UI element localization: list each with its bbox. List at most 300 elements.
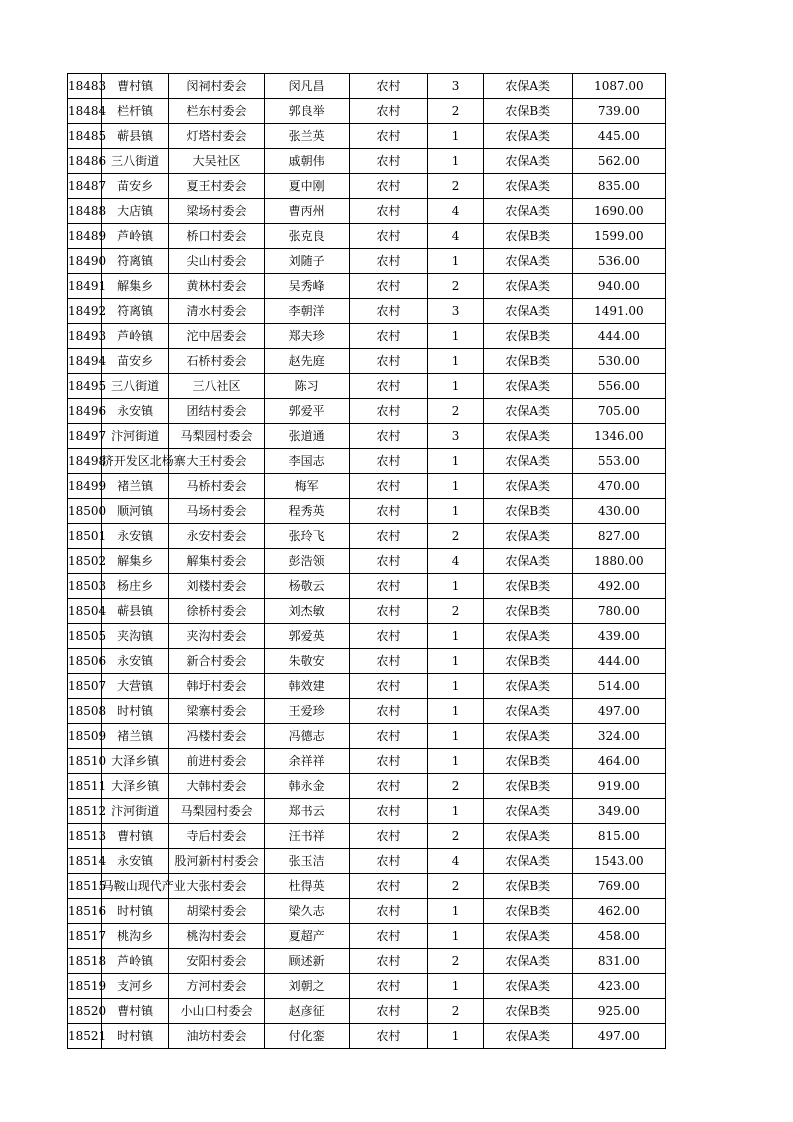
member-count-cell: 2 — [428, 874, 483, 899]
amount-cell: 705.00 — [572, 399, 665, 424]
member-count-cell: 2 — [428, 174, 483, 199]
household-type-cell: 农村 — [349, 874, 428, 899]
table-row — [68, 949, 666, 974]
insurance-class-cell: 农保A类 — [483, 174, 572, 199]
table-row — [68, 74, 666, 99]
insurance-class-cell: 农保A类 — [483, 624, 572, 649]
insurance-class-cell: 农保B类 — [483, 899, 572, 924]
name-cell: 汪书祥 — [264, 824, 349, 849]
name-cell: 张克良 — [264, 224, 349, 249]
member-count-cell: 4 — [428, 199, 483, 224]
record-id-cell: 18516 — [68, 899, 102, 924]
record-id-cell: 18488 — [68, 199, 102, 224]
amount-cell: 831.00 — [572, 949, 665, 974]
household-type-cell: 农村 — [349, 974, 428, 999]
household-type-cell: 农村 — [349, 349, 428, 374]
member-count-cell: 1 — [428, 574, 483, 599]
amount-cell: 940.00 — [572, 274, 665, 299]
amount-cell: 1543.00 — [572, 849, 665, 874]
record-id-cell: 18499 — [68, 474, 102, 499]
household-type-cell: 农村 — [349, 424, 428, 449]
insurance-class-cell: 农保A类 — [483, 274, 572, 299]
table-row — [68, 399, 666, 424]
record-id-cell: 18494 — [68, 349, 102, 374]
name-cell: 刘朝之 — [264, 974, 349, 999]
record-id-cell: 18492 — [68, 299, 102, 324]
table-row — [68, 374, 666, 399]
amount-cell: 497.00 — [572, 699, 665, 724]
member-count-cell: 4 — [428, 849, 483, 874]
name-cell: 梅军 — [264, 474, 349, 499]
amount-cell: 464.00 — [572, 749, 665, 774]
village-committee-cell: 冯楼村委会 — [169, 724, 264, 749]
table-row — [68, 599, 666, 624]
household-type-cell: 农村 — [349, 249, 428, 274]
township-cell: 永安镇 — [101, 524, 169, 549]
household-type-cell: 农村 — [349, 99, 428, 124]
village-committee-cell: 马场村委会 — [169, 499, 264, 524]
name-cell: 朱敬安 — [264, 649, 349, 674]
table-row — [68, 324, 666, 349]
record-id-cell: 18501 — [68, 524, 102, 549]
township-cell: 褚兰镇 — [101, 724, 169, 749]
member-count-cell: 1 — [428, 249, 483, 274]
household-type-cell: 农村 — [349, 299, 428, 324]
member-count-cell: 2 — [428, 599, 483, 624]
household-type-cell: 农村 — [349, 799, 428, 824]
record-id-cell: 18509 — [68, 724, 102, 749]
name-cell: 夏超产 — [264, 924, 349, 949]
township-cell: 时村镇 — [101, 699, 169, 724]
township-cell: 符离镇 — [101, 299, 169, 324]
name-cell: 韩永金 — [264, 774, 349, 799]
member-count-cell: 2 — [428, 949, 483, 974]
township-cell: 三八街道 — [101, 149, 169, 174]
township-cell: 汴河街道 — [101, 799, 169, 824]
village-committee-cell: 大张村委会 — [169, 874, 264, 899]
amount-cell: 462.00 — [572, 899, 665, 924]
insurance-class-cell: 农保A类 — [483, 1024, 572, 1049]
member-count-cell: 1 — [428, 374, 483, 399]
member-count-cell: 4 — [428, 224, 483, 249]
amount-cell: 324.00 — [572, 724, 665, 749]
household-type-cell: 农村 — [349, 174, 428, 199]
table-row — [68, 624, 666, 649]
amount-cell: 1880.00 — [572, 549, 665, 574]
member-count-cell: 1 — [428, 699, 483, 724]
township-cell: 支河乡 — [101, 974, 169, 999]
table-row — [68, 899, 666, 924]
household-type-cell: 农村 — [349, 199, 428, 224]
member-count-cell: 1 — [428, 674, 483, 699]
township-cell: 曹村镇 — [101, 74, 169, 99]
member-count-cell: 2 — [428, 774, 483, 799]
village-committee-cell: 永安村委会 — [169, 524, 264, 549]
insurance-class-cell: 农保A类 — [483, 424, 572, 449]
table-row — [68, 199, 666, 224]
insurance-class-cell: 农保A类 — [483, 124, 572, 149]
village-committee-cell: 梁寨村委会 — [169, 699, 264, 724]
member-count-cell: 2 — [428, 99, 483, 124]
household-type-cell: 农村 — [349, 899, 428, 924]
township-cell: 蕲县镇 — [101, 599, 169, 624]
amount-cell: 349.00 — [572, 799, 665, 824]
member-count-cell: 1 — [428, 1024, 483, 1049]
village-committee-cell: 小山口村委会 — [169, 999, 264, 1024]
township-cell: 时村镇 — [101, 899, 169, 924]
table-row — [68, 724, 666, 749]
record-id-cell: 18502 — [68, 549, 102, 574]
village-committee-cell: 闵祠村委会 — [169, 74, 264, 99]
name-cell: 王爱珍 — [264, 699, 349, 724]
household-type-cell: 农村 — [349, 774, 428, 799]
amount-cell: 553.00 — [572, 449, 665, 474]
township-cell: 解集乡 — [101, 274, 169, 299]
name-cell: 夏中刚 — [264, 174, 349, 199]
member-count-cell: 2 — [428, 824, 483, 849]
name-cell: 郑书云 — [264, 799, 349, 824]
table-row — [68, 574, 666, 599]
village-committee-cell: 桥口村委会 — [169, 224, 264, 249]
member-count-cell: 4 — [428, 549, 483, 574]
table-row — [68, 124, 666, 149]
name-cell: 付化銮 — [264, 1024, 349, 1049]
insurance-class-cell: 农保B类 — [483, 649, 572, 674]
name-cell: 赵先庭 — [264, 349, 349, 374]
township-cell: 蕲县镇 — [101, 124, 169, 149]
table-row — [68, 999, 666, 1024]
household-type-cell: 农村 — [349, 574, 428, 599]
township-cell: 大店镇 — [101, 199, 169, 224]
table-row — [68, 674, 666, 699]
insurance-class-cell: 农保A类 — [483, 149, 572, 174]
record-id-cell: 18491 — [68, 274, 102, 299]
record-id-cell: 18521 — [68, 1024, 102, 1049]
member-count-cell: 1 — [428, 799, 483, 824]
name-cell: 张兰英 — [264, 124, 349, 149]
insurance-class-cell: 农保B类 — [483, 224, 572, 249]
amount-cell: 444.00 — [572, 649, 665, 674]
member-count-cell: 3 — [428, 74, 483, 99]
record-id-cell: 18517 — [68, 924, 102, 949]
member-count-cell: 1 — [428, 899, 483, 924]
insurance-class-cell: 农保A类 — [483, 399, 572, 424]
member-count-cell: 1 — [428, 974, 483, 999]
household-type-cell: 农村 — [349, 324, 428, 349]
table-row — [68, 824, 666, 849]
name-cell: 刘随子 — [264, 249, 349, 274]
amount-cell: 1690.00 — [572, 199, 665, 224]
name-cell: 刘杰敏 — [264, 599, 349, 624]
table-row — [68, 1024, 666, 1049]
household-type-cell: 农村 — [349, 1024, 428, 1049]
village-committee-cell: 马梨园村委会 — [169, 799, 264, 824]
amount-cell: 497.00 — [572, 1024, 665, 1049]
table-row — [68, 274, 666, 299]
village-committee-cell: 夹沟村委会 — [169, 624, 264, 649]
village-committee-cell: 方河村委会 — [169, 974, 264, 999]
township-cell: 济开发区北杨寨 — [101, 449, 169, 474]
insurance-class-cell: 农保A类 — [483, 974, 572, 999]
insurance-class-cell: 农保B类 — [483, 999, 572, 1024]
amount-cell: 769.00 — [572, 874, 665, 899]
insurance-class-cell: 农保A类 — [483, 949, 572, 974]
insurance-class-cell: 农保B类 — [483, 774, 572, 799]
record-id-cell: 18496 — [68, 399, 102, 424]
insurance-class-cell: 农保A类 — [483, 824, 572, 849]
township-cell: 大营镇 — [101, 674, 169, 699]
household-type-cell: 农村 — [349, 649, 428, 674]
table-row — [68, 974, 666, 999]
village-committee-cell: 桃沟村委会 — [169, 924, 264, 949]
household-type-cell: 农村 — [349, 224, 428, 249]
amount-cell: 445.00 — [572, 124, 665, 149]
township-cell: 夹沟镇 — [101, 624, 169, 649]
table-row — [68, 549, 666, 574]
insurance-class-cell: 农保B类 — [483, 99, 572, 124]
table-row — [68, 149, 666, 174]
township-cell: 曹村镇 — [101, 824, 169, 849]
member-count-cell: 2 — [428, 524, 483, 549]
insurance-class-cell: 农保A类 — [483, 674, 572, 699]
member-count-cell: 1 — [428, 499, 483, 524]
household-type-cell: 农村 — [349, 824, 428, 849]
table-row — [68, 349, 666, 374]
name-cell: 杜得英 — [264, 874, 349, 899]
amount-cell: 827.00 — [572, 524, 665, 549]
insurance-class-cell: 农保A类 — [483, 799, 572, 824]
table-row — [68, 499, 666, 524]
insurance-class-cell: 农保B类 — [483, 749, 572, 774]
member-count-cell: 1 — [428, 924, 483, 949]
household-type-cell: 农村 — [349, 924, 428, 949]
village-committee-cell: 油坊村委会 — [169, 1024, 264, 1049]
township-cell: 永安镇 — [101, 649, 169, 674]
table-row — [68, 424, 666, 449]
record-id-cell: 18497 — [68, 424, 102, 449]
name-cell: 张玉洁 — [264, 849, 349, 874]
amount-cell: 1346.00 — [572, 424, 665, 449]
member-count-cell: 2 — [428, 399, 483, 424]
village-committee-cell: 大韩村委会 — [169, 774, 264, 799]
household-type-cell: 农村 — [349, 74, 428, 99]
record-id-cell: 18483 — [68, 74, 102, 99]
household-type-cell: 农村 — [349, 524, 428, 549]
insurance-class-cell: 农保A类 — [483, 449, 572, 474]
village-committee-cell: 沱中居委会 — [169, 324, 264, 349]
name-cell: 吴秀峰 — [264, 274, 349, 299]
amount-cell: 780.00 — [572, 599, 665, 624]
household-type-cell: 农村 — [349, 674, 428, 699]
household-type-cell: 农村 — [349, 699, 428, 724]
record-id-cell: 18514 — [68, 849, 102, 874]
township-cell: 苗安乡 — [101, 174, 169, 199]
village-committee-cell: 清水村委会 — [169, 299, 264, 324]
member-count-cell: 3 — [428, 299, 483, 324]
record-id-cell: 18518 — [68, 949, 102, 974]
member-count-cell: 2 — [428, 999, 483, 1024]
record-id-cell: 18508 — [68, 699, 102, 724]
record-id-cell: 18510 — [68, 749, 102, 774]
record-id-cell: 18515 — [68, 874, 102, 899]
insurance-class-cell: 农保A类 — [483, 924, 572, 949]
name-cell: 李国志 — [264, 449, 349, 474]
amount-cell: 835.00 — [572, 174, 665, 199]
record-id-cell: 18505 — [68, 624, 102, 649]
household-type-cell: 农村 — [349, 399, 428, 424]
township-cell: 永安镇 — [101, 849, 169, 874]
name-cell: 李朝洋 — [264, 299, 349, 324]
amount-cell: 439.00 — [572, 624, 665, 649]
table-row — [68, 749, 666, 774]
name-cell: 梁久志 — [264, 899, 349, 924]
village-committee-cell: 寺后村委会 — [169, 824, 264, 849]
insurance-class-cell: 农保B类 — [483, 499, 572, 524]
village-committee-cell: 三八社区 — [169, 374, 264, 399]
member-count-cell: 1 — [428, 474, 483, 499]
township-cell: 汴河街道 — [101, 424, 169, 449]
member-count-cell: 2 — [428, 274, 483, 299]
insurance-class-cell: 农保B类 — [483, 324, 572, 349]
table-row — [68, 224, 666, 249]
amount-cell: 470.00 — [572, 474, 665, 499]
township-cell: 大泽乡镇 — [101, 749, 169, 774]
household-type-cell: 农村 — [349, 724, 428, 749]
household-type-cell: 农村 — [349, 624, 428, 649]
household-type-cell: 农村 — [349, 599, 428, 624]
township-cell: 苗安乡 — [101, 349, 169, 374]
township-cell: 解集乡 — [101, 549, 169, 574]
name-cell: 郭爱平 — [264, 399, 349, 424]
record-id-cell: 18484 — [68, 99, 102, 124]
village-committee-cell: 夏王村委会 — [169, 174, 264, 199]
township-cell: 大泽乡镇 — [101, 774, 169, 799]
village-committee-cell: 黄林村委会 — [169, 274, 264, 299]
amount-cell: 1599.00 — [572, 224, 665, 249]
record-id-cell: 18511 — [68, 774, 102, 799]
township-cell: 杨庄乡 — [101, 574, 169, 599]
member-count-cell: 1 — [428, 649, 483, 674]
name-cell: 张玲飞 — [264, 524, 349, 549]
village-committee-cell: 前进村委会 — [169, 749, 264, 774]
village-committee-cell: 团结村委会 — [169, 399, 264, 424]
household-type-cell: 农村 — [349, 549, 428, 574]
township-cell: 褚兰镇 — [101, 474, 169, 499]
household-type-cell: 农村 — [349, 499, 428, 524]
name-cell: 赵彦征 — [264, 999, 349, 1024]
name-cell: 曹丙州 — [264, 199, 349, 224]
amount-cell: 739.00 — [572, 99, 665, 124]
village-committee-cell: 解集村委会 — [169, 549, 264, 574]
amount-cell: 536.00 — [572, 249, 665, 274]
village-committee-cell: 韩圩村委会 — [169, 674, 264, 699]
household-type-cell: 农村 — [349, 374, 428, 399]
amount-cell: 458.00 — [572, 924, 665, 949]
household-type-cell: 农村 — [349, 474, 428, 499]
member-count-cell: 1 — [428, 724, 483, 749]
member-count-cell: 1 — [428, 624, 483, 649]
table-row — [68, 249, 666, 274]
member-count-cell: 1 — [428, 324, 483, 349]
township-cell: 永安镇 — [101, 399, 169, 424]
table-row — [68, 774, 666, 799]
village-committee-cell: 股河新村村委会 — [169, 849, 264, 874]
member-count-cell: 1 — [428, 349, 483, 374]
township-cell: 芦岭镇 — [101, 324, 169, 349]
table-row — [68, 99, 666, 124]
township-cell: 马鞍山现代产业 — [101, 874, 169, 899]
township-cell: 符离镇 — [101, 249, 169, 274]
name-cell: 余祥祥 — [264, 749, 349, 774]
name-cell: 戚朝伟 — [264, 149, 349, 174]
record-id-cell: 18504 — [68, 599, 102, 624]
name-cell: 彭浩领 — [264, 549, 349, 574]
record-id-cell: 18485 — [68, 124, 102, 149]
household-type-cell: 农村 — [349, 149, 428, 174]
amount-cell: 925.00 — [572, 999, 665, 1024]
household-type-cell: 农村 — [349, 749, 428, 774]
village-committee-cell: 大吴社区 — [169, 149, 264, 174]
table-row — [68, 924, 666, 949]
amount-cell: 492.00 — [572, 574, 665, 599]
record-id-cell: 18493 — [68, 324, 102, 349]
member-count-cell: 1 — [428, 749, 483, 774]
record-id-cell: 18487 — [68, 174, 102, 199]
insurance-class-cell: 农保B类 — [483, 574, 572, 599]
insurance-class-cell: 农保B类 — [483, 874, 572, 899]
amount-cell: 556.00 — [572, 374, 665, 399]
township-cell: 时村镇 — [101, 1024, 169, 1049]
record-id-cell: 18495 — [68, 374, 102, 399]
village-committee-cell: 新合村委会 — [169, 649, 264, 674]
township-cell: 顺河镇 — [101, 499, 169, 524]
table-row — [68, 849, 666, 874]
township-cell: 栏杆镇 — [101, 99, 169, 124]
household-type-cell: 农村 — [349, 949, 428, 974]
data-table — [67, 73, 666, 1049]
record-id-cell: 18486 — [68, 149, 102, 174]
insurance-class-cell: 农保A类 — [483, 849, 572, 874]
member-count-cell: 1 — [428, 449, 483, 474]
insurance-class-cell: 农保A类 — [483, 549, 572, 574]
amount-cell: 1087.00 — [572, 74, 665, 99]
member-count-cell: 1 — [428, 149, 483, 174]
record-id-cell: 18489 — [68, 224, 102, 249]
village-committee-cell: 尖山村委会 — [169, 249, 264, 274]
table-row — [68, 649, 666, 674]
record-id-cell: 18520 — [68, 999, 102, 1024]
table-row — [68, 174, 666, 199]
table-row — [68, 524, 666, 549]
township-cell: 曹村镇 — [101, 999, 169, 1024]
table-body — [68, 74, 666, 1049]
village-committee-cell: 大王村委会 — [169, 449, 264, 474]
name-cell: 闵凡昌 — [264, 74, 349, 99]
insurance-class-cell: 农保A类 — [483, 699, 572, 724]
record-id-cell: 18513 — [68, 824, 102, 849]
village-committee-cell: 梁场村委会 — [169, 199, 264, 224]
name-cell: 郭爱英 — [264, 624, 349, 649]
household-type-cell: 农村 — [349, 124, 428, 149]
amount-cell: 514.00 — [572, 674, 665, 699]
household-type-cell: 农村 — [349, 999, 428, 1024]
record-id-cell: 18507 — [68, 674, 102, 699]
table-row — [68, 799, 666, 824]
village-committee-cell: 安阳村委会 — [169, 949, 264, 974]
table-row — [68, 874, 666, 899]
record-id-cell: 18498 — [68, 449, 102, 474]
village-committee-cell: 刘楼村委会 — [169, 574, 264, 599]
